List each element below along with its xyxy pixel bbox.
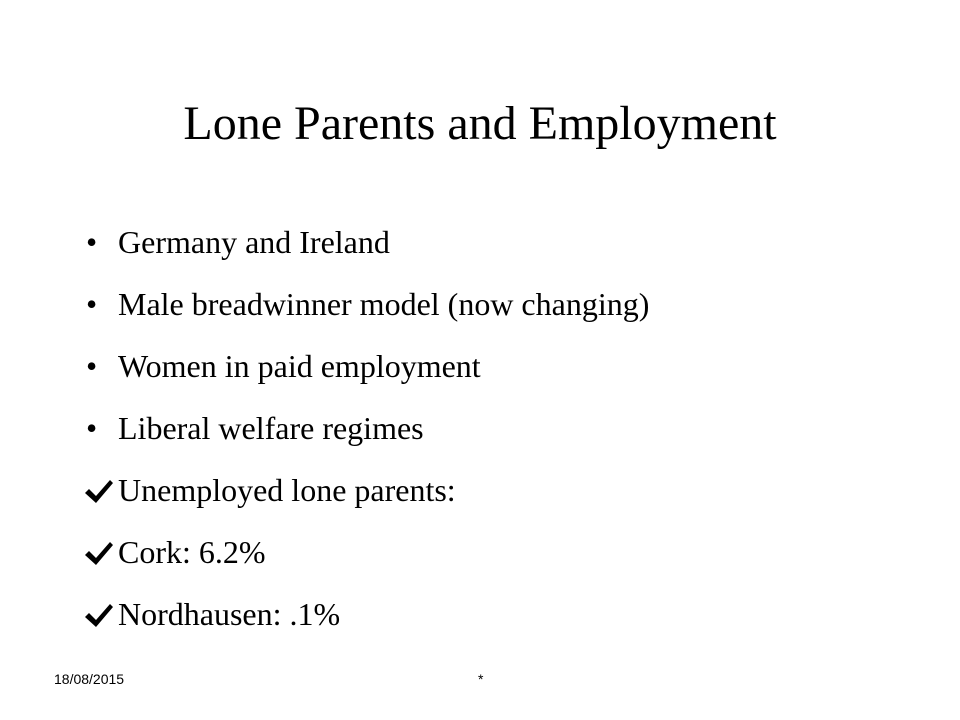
bullet-text: Women in paid employment [118,348,481,384]
bullet-icon: • [86,348,98,384]
bullet-icon: • [86,224,98,260]
checklist-item [82,586,649,648]
bullet-item [82,400,649,462]
slide-title: Lone Parents and Employment [183,97,777,150]
checkmark-icon [84,541,114,567]
bullet-item [82,276,649,338]
bullet-text: Male breadwinner model (now changing) [118,286,650,322]
bullet-text: Germany and Ireland [118,224,390,260]
bullet-list [82,214,649,648]
bullet-item [82,214,649,276]
checkmark-icon [84,479,114,505]
checkmark-icon [84,603,114,629]
checklist-item [82,524,649,586]
checklist-text: Unemployed lone parents: [118,472,456,508]
checklist-text: Nordhausen: .1% [118,596,341,632]
footer-date: 18/08/2015 [54,671,125,687]
bullet-icon: • [86,410,98,446]
footer-slide-number: * [478,671,484,687]
bullet-text: Liberal welfare regimes [118,410,424,446]
checklist-item [82,462,649,524]
bullet-icon: • [86,286,98,322]
bullet-item [82,338,649,400]
checklist-text: Cork: 6.2% [118,534,266,570]
